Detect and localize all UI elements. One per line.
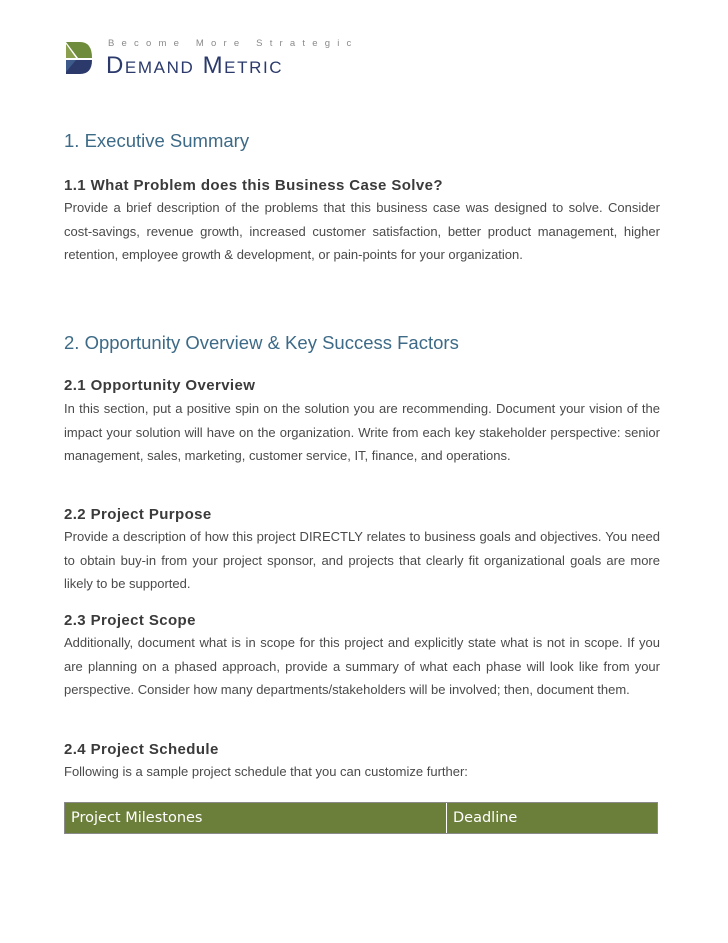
section-2-4-body: Following is a sample project schedule that you can customize further: bbox=[64, 764, 468, 779]
tagline: Become More Strategic bbox=[108, 38, 359, 49]
demand-metric-logo-icon bbox=[64, 40, 94, 76]
section-2-1-body: In this section, put a positive spin on the solution you are recommending. Document your vision of the impact your solution will have on the organization. Write from each key stakeholder perspective: senior management, sales, marketing, customer service, IT, finance, and operations. bbox=[64, 401, 660, 463]
section-2-title: 2. Opportunity Overview & Key Success Factors bbox=[64, 332, 459, 353]
column-header-deadline: Deadline bbox=[447, 803, 657, 833]
section-1-title: 1. Executive Summary bbox=[64, 130, 250, 151]
section-2-4-heading: 2.4 Project Schedule bbox=[64, 741, 219, 758]
section-2-1-heading: 2.1 Opportunity Overview bbox=[64, 377, 256, 394]
schedule-table-header bbox=[64, 802, 658, 834]
brand-name: Demand Metric bbox=[106, 52, 284, 79]
column-header-milestones: Project Milestones bbox=[65, 803, 447, 833]
section-1-1-body: Provide a brief description of the problems that this business case was designed to solve. Consider cost-savings, revenue growth, increased customer satisfaction, better product management, higher retention, employee growth & development, or pain-points for your organization. bbox=[64, 200, 660, 262]
section-2-3-heading: 2.3 Project Scope bbox=[64, 612, 196, 629]
section-2-2-body: Provide a description of how this project DIRECTLY relates to business goals and objectives. You need to obtain buy-in from your project sponsor, and projects that clearly fit organizational goals are more likely to be supported. bbox=[64, 529, 660, 591]
section-1-1-heading: 1.1 What Problem does this Business Case Solve? bbox=[64, 177, 443, 194]
section-2-2-heading: 2.2 Project Purpose bbox=[64, 506, 212, 523]
section-2-3-body: Additionally, document what is in scope for this project and explicitly state what is not in scope. If you are planning on a phased approach, provide a summary of what each phase will look like from your perspective. Consider how many departments/stakeholders will be involved; then, document them. bbox=[64, 635, 660, 697]
